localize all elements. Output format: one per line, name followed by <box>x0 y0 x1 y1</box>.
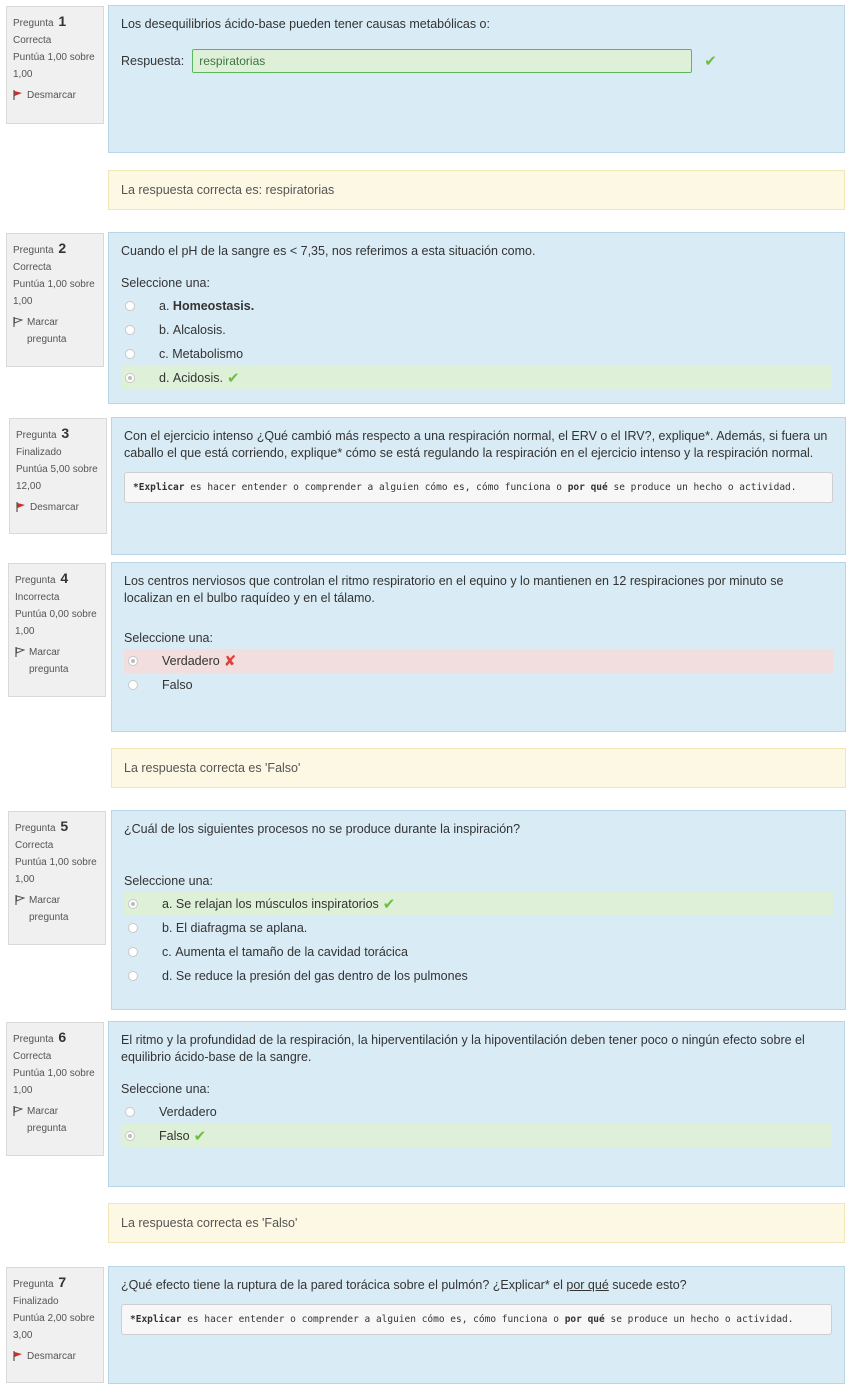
flag-toggle[interactable] <box>13 87 76 104</box>
option-falso[interactable] <box>124 673 833 697</box>
question-state: Finalizado <box>13 1296 59 1307</box>
question-text: Los centros nerviosos que controlan el ritmo respiratorio en el equino y lo mantienen en 12 respiraciones por minuto se localizan en el bulbo raquídeo y en el tálamo. <box>124 574 784 605</box>
question-text: Los desequilibrios ácido-base pueden tener causas metabólicas o: <box>121 17 490 31</box>
option-c[interactable] <box>124 940 833 964</box>
radio-button[interactable] <box>125 301 135 311</box>
question-number: 1 <box>58 13 67 29</box>
option-prefix: c. <box>159 347 169 361</box>
question-title: Pregunta <box>13 1034 54 1045</box>
question-content-3 <box>111 417 846 555</box>
question-text-part: ¿Qué efecto tiene la ruptura de la pared torácica sobre el pulmón? ¿Explicar* el <box>121 1278 567 1292</box>
feedback-box-4 <box>111 748 846 788</box>
check-icon: ✔ <box>382 896 396 913</box>
radio-button[interactable] <box>125 373 135 383</box>
option-label: El diafragma se aplana. <box>175 921 308 935</box>
feedback-box-6 <box>108 1203 845 1243</box>
radio-button[interactable] <box>128 971 138 981</box>
question-grade: Puntúa 1,00 sobre 1,00 <box>13 52 95 80</box>
flag-label: Marcar pregunta <box>29 647 69 675</box>
flag-outline-icon <box>13 317 23 327</box>
option-label: Se reduce la presión del gas dentro de los pulmones <box>175 969 468 983</box>
question-info-6 <box>6 1022 104 1156</box>
radio-button[interactable] <box>128 656 138 666</box>
flag-label: Marcar pregunta <box>27 1106 67 1134</box>
radio-button[interactable] <box>128 947 138 957</box>
option-d[interactable] <box>124 964 833 988</box>
question-state: Correcta <box>13 1051 52 1062</box>
option-prefix: a. <box>162 897 173 911</box>
flag-toggle[interactable] <box>13 314 97 348</box>
essay-bold: *Explicar <box>130 1314 182 1325</box>
question-state: Correcta <box>13 35 52 46</box>
question-content-7 <box>108 1266 845 1384</box>
radio-button[interactable] <box>125 1107 135 1117</box>
flag-outline-icon <box>15 647 25 657</box>
question-number: 7 <box>58 1274 67 1290</box>
flag-label: Desmarcar <box>27 90 76 101</box>
question-info-7 <box>6 1267 104 1383</box>
question-text-part: sucede esto? <box>608 1278 687 1292</box>
select-prompt: Seleccione una: <box>121 1082 210 1096</box>
essay-text: se produce un hecho o actividad. <box>604 1314 794 1325</box>
essay-text: se produce un hecho o actividad. <box>607 482 797 493</box>
check-icon: ✔ <box>704 53 717 70</box>
essay-text: es hacer entender o comprender a alguien cómo es, cómo funciona o <box>184 482 568 493</box>
question-text: Cuando el pH de la sangre es < 7,35, nos referimos a esta situación como. <box>121 244 536 258</box>
question-info-2 <box>6 233 104 367</box>
flag-outline-icon <box>13 1106 23 1116</box>
question-title: Pregunta <box>13 1279 54 1290</box>
essay-bold: por qué <box>567 482 608 493</box>
question-content-1 <box>108 5 845 153</box>
flag-toggle[interactable] <box>13 1348 76 1365</box>
question-info-3 <box>9 418 107 534</box>
select-prompt: Seleccione una: <box>124 874 213 888</box>
question-number: 6 <box>58 1029 67 1045</box>
check-icon: ✔ <box>193 1128 207 1145</box>
essay-bold: *Explicar <box>133 482 185 493</box>
option-label: Metabolismo <box>172 347 244 361</box>
flag-label: Marcar pregunta <box>27 317 67 345</box>
essay-response[interactable] <box>121 1304 832 1335</box>
option-label: Falso <box>162 678 193 692</box>
question-title: Pregunta <box>15 823 56 834</box>
option-label: Verdadero <box>159 1105 217 1119</box>
question-info-5 <box>8 811 106 945</box>
answer-label: Respuesta: <box>121 54 185 68</box>
option-prefix: d. <box>162 969 173 983</box>
radio-button[interactable] <box>125 349 135 359</box>
question-content-4 <box>111 562 846 732</box>
question-number: 3 <box>61 425 70 441</box>
question-info-4 <box>8 563 106 697</box>
question-grade: Puntúa 2,00 sobre 3,00 <box>13 1313 95 1341</box>
question-state: Incorrecta <box>15 592 60 603</box>
question-grade: Puntúa 1,00 sobre 1,00 <box>15 857 97 885</box>
question-state: Finalizado <box>16 447 62 458</box>
option-prefix: d. <box>159 371 170 385</box>
flag-toggle[interactable] <box>13 1103 97 1137</box>
cross-icon: ✘ <box>223 653 237 670</box>
feedback-box-1 <box>108 170 845 210</box>
essay-text: es hacer entender o comprender a alguien cómo es, cómo funciona o <box>181 1314 565 1325</box>
question-title: Pregunta <box>16 430 57 441</box>
question-text-underlined: por qué <box>566 1278 609 1292</box>
essay-response[interactable] <box>124 472 833 503</box>
question-state: Correcta <box>15 840 54 851</box>
option-verdadero[interactable] <box>124 649 833 673</box>
question-grade: Puntúa 5,00 sobre 12,00 <box>16 464 98 492</box>
flag-toggle[interactable] <box>16 499 79 516</box>
flag-toggle[interactable] <box>15 892 99 926</box>
question-text: El ritmo y la profundidad de la respiración, la hiperventilación y la hipoventilación deben tener poco o ningún efecto sobre el equilibrio ácido-base de la sangre. <box>121 1033 805 1064</box>
option-label: Homeostasis. <box>172 299 255 313</box>
feedback-text: La respuesta correcta es: respiratorias <box>121 183 335 197</box>
essay-bold: por qué <box>564 1314 605 1325</box>
question-text <box>121 1277 832 1294</box>
question-number: 4 <box>60 570 69 586</box>
option-prefix: b. <box>159 323 170 337</box>
question-state: Correcta <box>13 262 52 273</box>
flag-red-icon <box>13 90 23 100</box>
question-title: Pregunta <box>15 575 56 586</box>
question-content-6 <box>108 1021 845 1187</box>
option-b[interactable] <box>124 916 833 940</box>
option-falso[interactable] <box>121 1124 832 1148</box>
option-b[interactable] <box>121 318 832 342</box>
option-label: Verdadero <box>162 654 220 668</box>
option-label: Alcalosis. <box>172 323 226 337</box>
question-grade: Puntúa 0,00 sobre 1,00 <box>15 609 97 637</box>
radio-button[interactable] <box>125 1131 135 1141</box>
answer-input[interactable] <box>192 49 692 73</box>
radio-button[interactable] <box>125 325 135 335</box>
option-label: Acidosis. <box>172 371 223 385</box>
option-a[interactable] <box>124 892 833 916</box>
option-label: Aumenta el tamaño de la cavidad torácica <box>175 945 408 959</box>
question-info-1 <box>6 6 104 124</box>
flag-label: Desmarcar <box>30 502 79 513</box>
question-grade: Puntúa 1,00 sobre 1,00 <box>13 1068 95 1096</box>
flag-red-icon <box>16 502 26 512</box>
question-number: 2 <box>58 240 67 256</box>
option-verdadero[interactable] <box>121 1100 832 1124</box>
flag-red-icon <box>13 1351 23 1361</box>
option-prefix: b. <box>162 921 173 935</box>
question-content-2 <box>108 232 845 404</box>
question-grade: Puntúa 1,00 sobre 1,00 <box>13 279 95 307</box>
question-number: 5 <box>60 818 69 834</box>
question-text: Con el ejercicio intenso ¿Qué cambió más respecto a una respiración normal, el ERV o el IRV?, explique*. Además, si fuera un caballo el que está corriendo, explique* cómo se está regulando la respiración en el ejercicio intenso y la respiración normal. <box>124 429 828 460</box>
feedback-text: La respuesta correcta es 'Falso' <box>124 761 301 775</box>
option-d[interactable] <box>121 366 832 390</box>
select-prompt: Seleccione una: <box>121 276 210 290</box>
flag-label: Desmarcar <box>27 1351 76 1362</box>
radio-button[interactable] <box>128 923 138 933</box>
flag-toggle[interactable] <box>15 644 99 678</box>
question-content-5 <box>111 810 846 1010</box>
option-label: Se relajan los músculos inspiratorios <box>175 897 379 911</box>
feedback-text: La respuesta correcta es 'Falso' <box>121 1216 298 1230</box>
flag-outline-icon <box>15 895 25 905</box>
question-title: Pregunta <box>13 245 54 256</box>
option-prefix: c. <box>162 945 172 959</box>
question-text: ¿Cuál de los siguientes procesos no se produce durante la inspiración? <box>124 822 521 836</box>
radio-button[interactable] <box>128 680 138 690</box>
option-label: Falso <box>159 1129 190 1143</box>
check-icon: ✔ <box>226 370 240 387</box>
radio-button[interactable] <box>128 899 138 909</box>
select-prompt: Seleccione una: <box>124 631 213 645</box>
option-a[interactable] <box>121 294 832 318</box>
question-title: Pregunta <box>13 18 54 29</box>
flag-label: Marcar pregunta <box>29 895 69 923</box>
option-c[interactable] <box>121 342 832 366</box>
option-prefix: a. <box>159 299 170 313</box>
